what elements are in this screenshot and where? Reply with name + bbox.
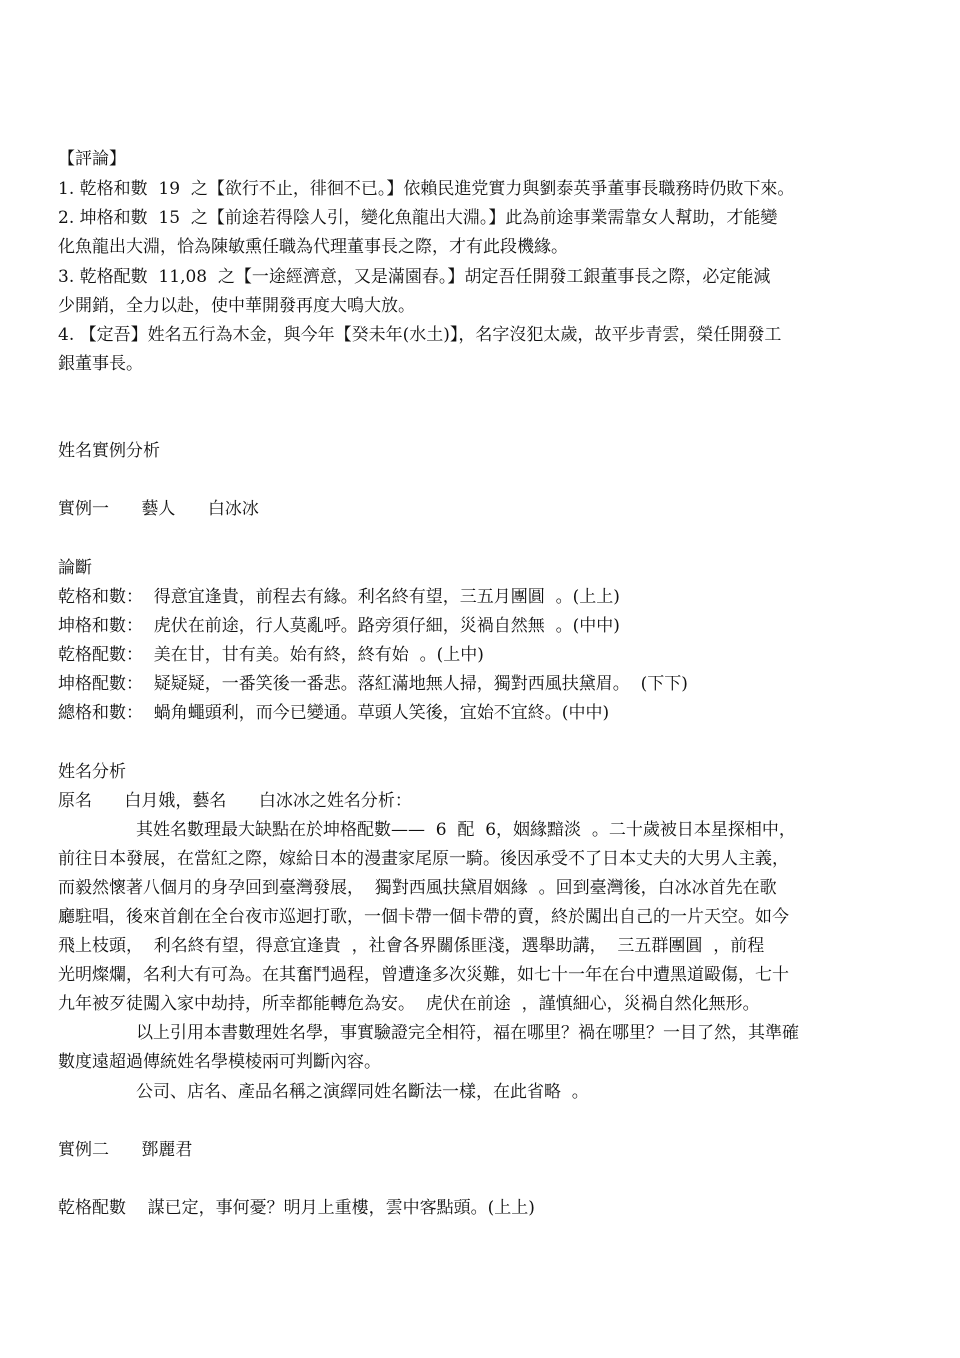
review-line: 化魚龍出大淵，恰為陳敏熏任職為代理董事長之際，才有此段機緣。 [58, 237, 568, 257]
paragraph-line: 公司、店名、產品名稱之演繹同姓名斷法一樣，在此省略 。 [136, 1082, 589, 1102]
judgement-line: 坤格配數： 疑疑疑，一番笑後一番悲。落紅滿地無人掃，獨對西風扶黛眉。 (下下) [58, 674, 688, 694]
review-line: 2. 坤格和數 15 之【前途若得陰人引，變化魚龍出大淵。】此為前途事業需靠女人幫助，才能變 [58, 208, 778, 228]
review-line: 4. 【定吾】姓名五行為木金，與今年【癸未年(水土)】，名字沒犯太歲，故平步青雲，榮任開發工 [58, 325, 782, 345]
judgement-line: 乾格和數： 得意宜逢貴，前程去有緣。利名終有望，三五月團圓 。(上上) [58, 587, 620, 607]
judgement-title: 論斷 [58, 558, 92, 578]
judgement-line: 總格和數： 蝸角蠅頭利，而今已變通。草頭人笑後，宜始不宜終。(中中) [58, 703, 610, 723]
example-header: 實例二 鄧麗君 [58, 1140, 193, 1160]
judgement-line: 乾格配數 謀已定，事何憂？明月上重樓，雲中客點頭。(上上) [58, 1198, 535, 1218]
paragraph-line: 廳駐唱，後來首創在全台夜市巡迴打歌，一個卡帶一個卡帶的賣，終於闖出自己的一片天空。如今 [58, 907, 789, 927]
example-header: 實例一 藝人 白冰冰 [58, 499, 259, 519]
judgement-line: 坤格和數： 虎伏在前途，行人莫亂呼。路旁須仔細，災禍自然無 。(中中) [58, 616, 620, 636]
original-name-line: 原名 白月娥，藝名 白冰冰之姓名分析： [58, 791, 412, 811]
paragraph-line: 九年被歹徒闖入家中劫持，所幸都能轉危為安。 虎伏在前途 ，謹慎細心，災禍自然化無形。 [58, 994, 760, 1014]
review-line: 3. 乾格配數 11,08 之【一途經濟意，又是滿園春。】胡定吾任開發工銀董事長之際，必定能減 [58, 267, 771, 287]
paragraph-line: 數度遠超過傳統姓名學模棱兩可判斷內容。 [58, 1052, 381, 1072]
paragraph-line: 而毅然懷著八個月的身孕回到臺灣發展， 獨對西風扶黛眉姻緣 。回到臺灣後，白冰冰首先在歌 [58, 878, 777, 898]
paragraph-line: 其姓名數理最大缺點在於坤格配數—— 6 配 6，姻緣黯淡 。二十歲被日本星探相中， [136, 820, 796, 840]
judgement-line: 乾格配數： 美在甘，甘有美。始有終，終有始 。(上中) [58, 645, 484, 665]
section-title: 姓名實例分析 [58, 441, 160, 461]
analysis-title: 姓名分析 [58, 762, 126, 782]
paragraph-line: 前往日本發展，在當紅之際，嫁給日本的漫畫家尾原一騎。後因承受不了日本丈夫的大男人主義， [58, 849, 789, 869]
paragraph-line: 以上引用本書數理姓名學，事實驗證完全相符，福在哪里？禍在哪里？一目了然，其準確 [136, 1023, 799, 1043]
paragraph-line: 飛上枝頭， 利名終有望，得意宜逢貴 ，社會各界關係匪淺，選舉助講， 三五群團圓 ，前程 [58, 936, 765, 956]
review-heading: 【評論】 [58, 149, 126, 169]
paragraph-line: 光明燦爛，名利大有可為。在其奮鬥過程，曾遭逢多次災難，如七十一年在台中遭黑道毆傷，七十 [58, 965, 789, 985]
review-line: 1. 乾格和數 19 之【欲行不止，徘徊不已。】依賴民進党實力與劉泰英爭董事長職務時仍敗下來。 [58, 179, 795, 199]
review-line: 銀董事長。 [58, 354, 143, 374]
review-line: 少開銷，全力以赴，使中華開發再度大鳴大放。 [58, 296, 415, 316]
